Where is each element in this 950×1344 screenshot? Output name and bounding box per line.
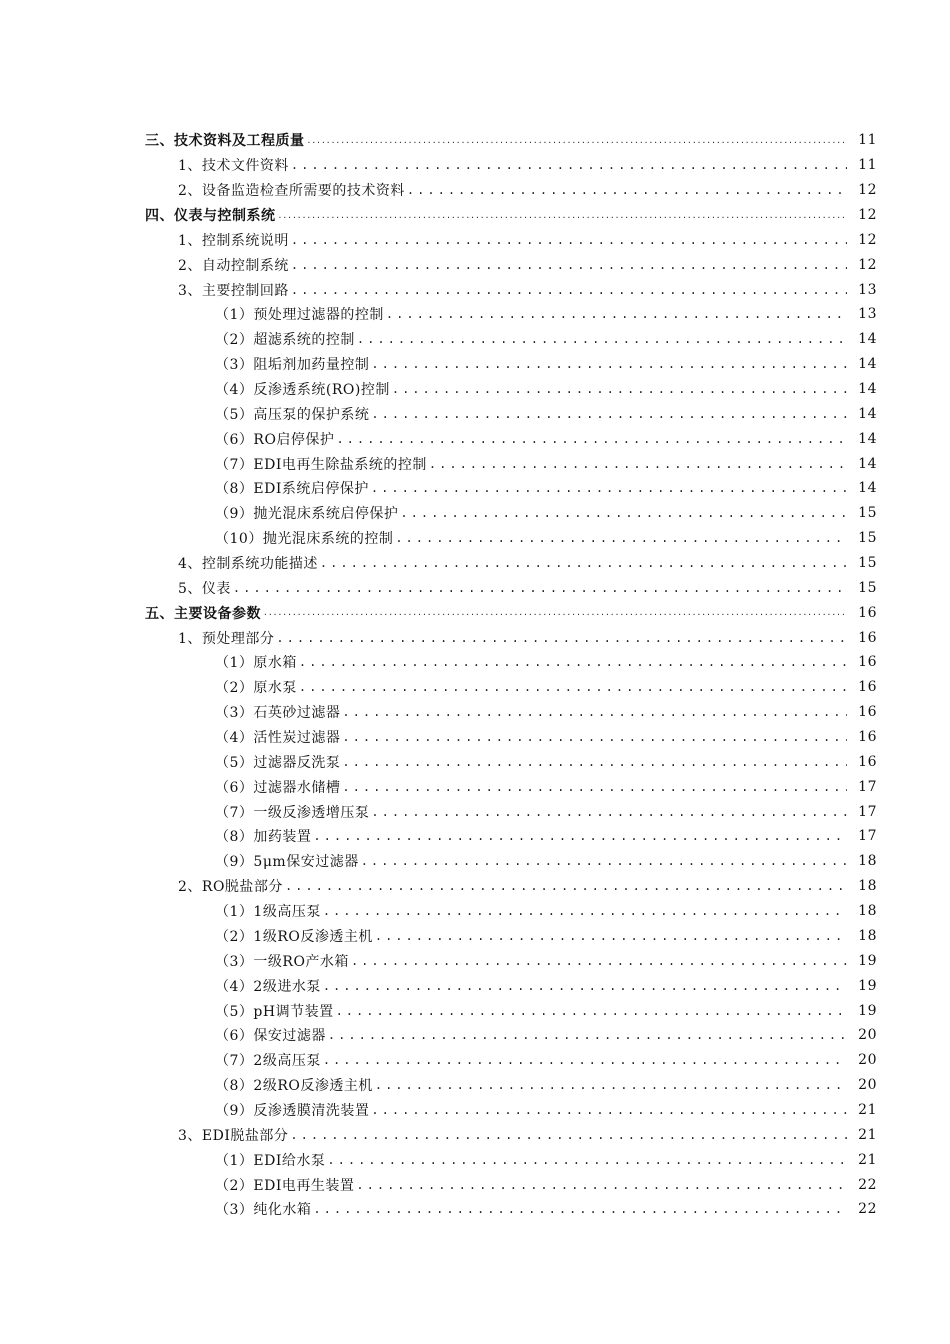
toc-subsection-entry[interactable] xyxy=(0,476,950,501)
dot-leader xyxy=(263,608,847,617)
toc-subsection-entry[interactable] xyxy=(0,1023,950,1048)
toc-subsection-entry[interactable] xyxy=(0,749,950,774)
toc-entry-title: （2）1级RO反渗透主机 xyxy=(215,928,373,945)
dot-leader xyxy=(375,929,847,943)
toc-page-number: 12 xyxy=(858,182,877,199)
toc-entry-title: 1、控制系统说明 xyxy=(178,232,289,249)
toc-page-number: 20 xyxy=(858,1052,877,1069)
toc-page-number: 22 xyxy=(858,1176,877,1193)
dot-leader xyxy=(342,780,847,794)
toc-page-number: 14 xyxy=(858,381,877,398)
toc-page-number: 21 xyxy=(858,1126,877,1143)
toc-section-entry[interactable] xyxy=(0,874,950,899)
toc-entry-title: （2）超滤系统的控制 xyxy=(215,332,355,349)
toc-subsection-entry[interactable] xyxy=(0,948,950,973)
toc-entry-title: （2）原水泵 xyxy=(215,680,297,697)
toc-page-number: 15 xyxy=(858,555,877,572)
toc-subsection-entry[interactable] xyxy=(0,1048,950,1073)
toc-page-number: 14 xyxy=(858,356,877,373)
toc-entry-title: （1）EDI给水泵 xyxy=(215,1152,326,1169)
dot-leader xyxy=(285,879,847,893)
toc-subsection-entry[interactable] xyxy=(0,501,950,526)
toc-chapter-entry[interactable] xyxy=(0,128,950,153)
dot-leader xyxy=(371,407,847,421)
toc-subsection-entry[interactable] xyxy=(0,451,950,476)
toc-entry-title: （7）2级高压泵 xyxy=(215,1053,321,1070)
toc-page-number: 12 xyxy=(858,207,877,223)
dot-leader xyxy=(429,457,847,471)
toc-subsection-entry[interactable] xyxy=(0,426,950,451)
toc-chapter-entry[interactable] xyxy=(0,600,950,625)
toc-page-number: 13 xyxy=(858,281,877,298)
toc-entry-title: （9）反渗透膜清洗装置 xyxy=(215,1102,370,1119)
toc-entry-title: （3）阻垢剂加药量控制 xyxy=(215,357,370,374)
toc-entry-title: （3）纯化水箱 xyxy=(215,1202,312,1219)
toc-subsection-entry[interactable] xyxy=(0,973,950,998)
dot-leader xyxy=(307,136,848,145)
toc-entry-title: （3）一级RO产水箱 xyxy=(215,953,349,970)
toc-entry-title: （1）1级高压泵 xyxy=(215,904,321,921)
toc-subsection-entry[interactable] xyxy=(0,1147,950,1172)
dot-leader xyxy=(278,211,848,220)
toc-page-number: 16 xyxy=(858,654,877,671)
toc-entry-title: （7）一级反渗透增压泵 xyxy=(215,804,370,821)
toc-page-number: 14 xyxy=(858,405,877,422)
dot-leader xyxy=(327,1153,847,1167)
dot-leader xyxy=(291,158,847,172)
toc-entry-title: （10）抛光混床系统的控制 xyxy=(215,531,394,548)
toc-section-entry[interactable] xyxy=(0,153,950,178)
toc-entry-title: （7）EDI电再生除盐系统的控制 xyxy=(215,456,427,473)
toc-page-number: 17 xyxy=(858,803,877,820)
toc-page-number: 19 xyxy=(858,977,877,994)
dot-leader xyxy=(351,954,847,968)
dot-leader xyxy=(386,307,847,321)
dot-leader xyxy=(328,1028,847,1042)
toc-page-number: 16 xyxy=(858,679,877,696)
toc-entry-title: 5、仪表 xyxy=(178,580,231,597)
toc-entry-title: （8）EDI系统启停保护 xyxy=(215,481,369,498)
toc-entry-title: 2、自动控制系统 xyxy=(178,257,289,274)
toc-subsection-entry[interactable] xyxy=(0,1172,950,1197)
dot-leader xyxy=(323,1053,847,1067)
toc-page-number: 16 xyxy=(858,604,877,621)
toc-page-number: 16 xyxy=(858,629,877,646)
toc-section-entry[interactable] xyxy=(0,1122,950,1147)
toc-subsection-entry[interactable] xyxy=(0,327,950,352)
dot-leader xyxy=(400,506,847,520)
dot-leader xyxy=(371,357,847,371)
toc-entry-title: 1、预处理部分 xyxy=(178,630,275,647)
toc-subsection-entry[interactable] xyxy=(0,675,950,700)
dot-leader xyxy=(361,854,847,868)
dot-leader xyxy=(299,680,847,694)
dot-leader xyxy=(291,233,847,247)
toc-subsection-entry[interactable] xyxy=(0,401,950,426)
toc-subsection-entry[interactable] xyxy=(0,1098,950,1123)
dot-leader xyxy=(291,258,847,272)
toc-entry-title: （4）反渗透系统(RO)控制 xyxy=(215,382,390,399)
toc-subsection-entry[interactable] xyxy=(0,998,950,1023)
dot-leader xyxy=(233,581,847,595)
dot-leader xyxy=(371,481,847,495)
dot-leader xyxy=(375,1078,847,1092)
toc-entry-title: 3、主要控制回路 xyxy=(178,282,289,299)
toc-subsection-entry[interactable] xyxy=(0,526,950,551)
toc-subsection-entry[interactable] xyxy=(0,725,950,750)
toc-entry-title: 2、设备监造检查所需要的技术资料 xyxy=(178,183,405,200)
toc-page-number: 12 xyxy=(858,256,877,273)
toc-page-number: 21 xyxy=(858,1101,877,1118)
toc-page-number: 18 xyxy=(858,927,877,944)
dot-leader xyxy=(323,979,847,993)
toc-subsection-entry[interactable] xyxy=(0,650,950,675)
toc-section-entry[interactable] xyxy=(0,625,950,650)
toc-entry-title: （8）加药装置 xyxy=(215,829,312,846)
table-of-contents xyxy=(0,128,950,1222)
dot-leader xyxy=(356,1178,847,1192)
dot-leader xyxy=(336,1004,847,1018)
toc-subsection-entry[interactable] xyxy=(0,899,950,924)
toc-page-number: 14 xyxy=(858,430,877,447)
toc-entry-title: 1、技术文件资料 xyxy=(178,158,289,175)
toc-entry-title: （5）pH调节装置 xyxy=(215,1003,334,1020)
toc-entry-title: （6）过滤器水储槽 xyxy=(215,779,341,796)
toc-section-entry[interactable] xyxy=(0,227,950,252)
toc-page-number: 18 xyxy=(858,853,877,870)
toc-entry-title: （5）过滤器反洗泵 xyxy=(215,754,341,771)
dot-leader xyxy=(342,730,847,744)
toc-entry-title: 四、仪表与控制系统 xyxy=(145,208,276,224)
toc-page-number: 13 xyxy=(858,306,877,323)
toc-page-number: 22 xyxy=(858,1201,877,1218)
toc-page-number: 14 xyxy=(858,455,877,472)
toc-subsection-entry[interactable] xyxy=(0,774,950,799)
toc-page-number: 16 xyxy=(858,729,877,746)
dot-leader xyxy=(290,1128,847,1142)
toc-entry-title: 三、技术资料及工程质量 xyxy=(145,133,305,150)
toc-subsection-entry[interactable] xyxy=(0,302,950,327)
toc-page-number: 18 xyxy=(858,903,877,920)
toc-section-entry[interactable] xyxy=(0,551,950,576)
dot-leader xyxy=(371,805,847,819)
toc-subsection-entry[interactable] xyxy=(0,799,950,824)
toc-entry-title: 2、RO脱盐部分 xyxy=(178,879,283,896)
toc-section-entry[interactable] xyxy=(0,178,950,203)
toc-entry-title: 4、控制系统功能描述 xyxy=(178,556,318,573)
toc-entry-title: （1）原水箱 xyxy=(215,655,297,672)
dot-leader xyxy=(299,655,847,669)
dot-leader xyxy=(395,531,847,545)
toc-entry-title: （6）RO启停保护 xyxy=(215,431,335,448)
toc-subsection-entry[interactable] xyxy=(0,377,950,402)
dot-leader xyxy=(313,1202,847,1216)
toc-entry-title: （2）EDI电再生装置 xyxy=(215,1177,355,1194)
toc-subsection-entry[interactable] xyxy=(0,824,950,849)
toc-page-number: 18 xyxy=(858,878,877,895)
toc-entry-title: （5）高压泵的保护系统 xyxy=(215,406,370,423)
toc-entry-title: （4）2级进水泵 xyxy=(215,978,321,995)
toc-subsection-entry[interactable] xyxy=(0,1073,950,1098)
toc-page-number: 15 xyxy=(858,579,877,596)
dot-leader xyxy=(291,283,847,297)
toc-page-number: 19 xyxy=(858,1002,877,1019)
toc-entry-title: （9）抛光混床系统启停保护 xyxy=(215,506,399,523)
toc-page-number: 17 xyxy=(858,778,877,795)
dot-leader xyxy=(336,432,847,446)
toc-page-number: 17 xyxy=(858,828,877,845)
toc-page-number: 20 xyxy=(858,1077,877,1094)
toc-page-number: 12 xyxy=(858,231,877,248)
dot-leader xyxy=(407,183,847,197)
toc-entry-title: （4）活性炭过滤器 xyxy=(215,730,341,747)
toc-page-number: 14 xyxy=(858,331,877,348)
toc-section-entry[interactable] xyxy=(0,277,950,302)
dot-leader xyxy=(320,556,847,570)
toc-page-number: 14 xyxy=(858,480,877,497)
dot-leader xyxy=(276,631,847,645)
toc-page-number: 19 xyxy=(858,952,877,969)
toc-page-number: 16 xyxy=(858,753,877,770)
toc-chapter-entry[interactable] xyxy=(0,203,950,228)
toc-entry-title: 五、主要设备参数 xyxy=(145,605,261,622)
toc-page-number: 11 xyxy=(858,132,877,149)
toc-subsection-entry[interactable] xyxy=(0,849,950,874)
toc-subsection-entry[interactable] xyxy=(0,924,950,949)
dot-leader xyxy=(313,829,847,843)
toc-page-number: 16 xyxy=(858,704,877,721)
dot-leader xyxy=(323,904,847,918)
toc-page-number: 11 xyxy=(858,157,877,174)
dot-leader xyxy=(357,332,847,346)
toc-section-entry[interactable] xyxy=(0,252,950,277)
dot-leader xyxy=(371,1103,847,1117)
toc-page-number: 15 xyxy=(858,530,877,547)
toc-subsection-entry[interactable] xyxy=(0,352,950,377)
toc-entry-title: （1）预处理过滤器的控制 xyxy=(215,307,384,324)
toc-section-entry[interactable] xyxy=(0,575,950,600)
toc-subsection-entry[interactable] xyxy=(0,1197,950,1222)
toc-entry-title: （8）2级RO反渗透主机 xyxy=(215,1078,373,1095)
toc-page-number: 15 xyxy=(858,505,877,522)
toc-page-number: 21 xyxy=(858,1151,877,1168)
dot-leader xyxy=(342,755,847,769)
toc-subsection-entry[interactable] xyxy=(0,700,950,725)
toc-entry-title: （9）5μm保安过滤器 xyxy=(215,854,359,871)
dot-leader xyxy=(342,705,847,719)
toc-entry-title: （3）石英砂过滤器 xyxy=(215,705,341,722)
toc-entry-title: 3、EDI脱盐部分 xyxy=(178,1127,289,1144)
dot-leader xyxy=(392,382,847,396)
toc-page-number: 20 xyxy=(858,1027,877,1044)
toc-entry-title: （6）保安过滤器 xyxy=(215,1028,326,1045)
